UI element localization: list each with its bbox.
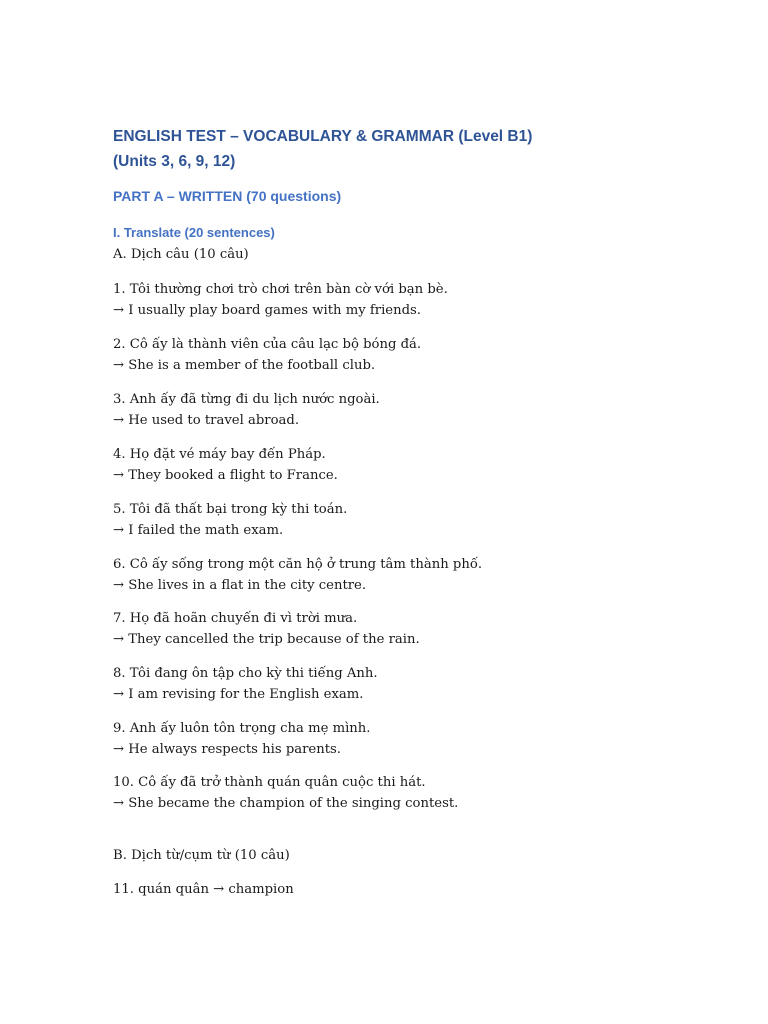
sentence-item [113,334,421,376]
sentence-vi: 1. Tôi thường chơi trò chơi trên bàn cờ với bạn bè. [113,282,448,297]
sentence-en: → He used to travel abroad. [113,413,300,428]
sentence-item [113,389,380,431]
sentence-vi: 4. Họ đặt vé máy bay đến Pháp. [113,447,326,462]
sentence-item [113,444,338,486]
sentence-en: → I failed the math exam. [113,523,284,538]
sentence-item [113,718,370,760]
sentence-en: → She is a member of the football club. [113,358,376,373]
section-1-heading: I. Translate (20 sentences) [113,225,275,240]
sentence-item [113,554,482,596]
sentence-en: → I usually play board games with my friends. [113,303,421,318]
sentence-en: → They cancelled the trip because of the rain. [113,632,420,647]
sub-heading-b: B. Dịch từ/cụm từ (10 câu) [113,848,290,863]
sentence-vi: 7. Họ đã hoãn chuyến đi vì trời mưa. [113,611,358,626]
sentence-item [113,279,448,321]
sentence-en: → She lives in a flat in the city centre. [113,578,367,593]
document-title [113,124,532,174]
sentence-en: → I am revising for the English exam. [113,687,364,702]
title-line-2: (Units 3, 6, 9, 12) [113,153,236,170]
sentence-vi: 2. Cô ấy là thành viên của câu lạc bộ bóng đá. [113,337,422,352]
sub-heading-a: A. Dịch câu (10 câu) [113,247,249,262]
sentence-item [113,499,347,541]
sentence-vi: 5. Tôi đã thất bại trong kỳ thi toán. [113,502,348,517]
title-line-1: ENGLISH TEST – VOCABULARY & GRAMMAR (Level B1) [113,128,533,145]
part-a-heading: PART A – WRITTEN (70 questions) [113,188,342,204]
sentence-item [113,608,420,650]
sentence-en: → She became the champion of the singing contest. [113,796,459,811]
sentence-en: → They booked a flight to France. [113,468,338,483]
sentence-vi: 10. Cô ấy đã trở thành quán quân cuộc thi hát. [113,775,426,790]
sentence-item [113,772,458,814]
sentence-item [113,663,378,705]
sentence-en: → He always respects his parents. [113,742,341,757]
sentence-vi: 8. Tôi đang ôn tập cho kỳ thi tiếng Anh. [113,666,378,681]
sentence-vi: 9. Anh ấy luôn tôn trọng cha mẹ mình. [113,721,371,736]
word-item: 11. quán quân → champion [113,882,294,897]
sentence-vi: 6. Cô ấy sống trong một căn hộ ở trung tâm thành phố. [113,557,483,572]
sentence-vi: 3. Anh ấy đã từng đi du lịch nước ngoài. [113,392,380,407]
